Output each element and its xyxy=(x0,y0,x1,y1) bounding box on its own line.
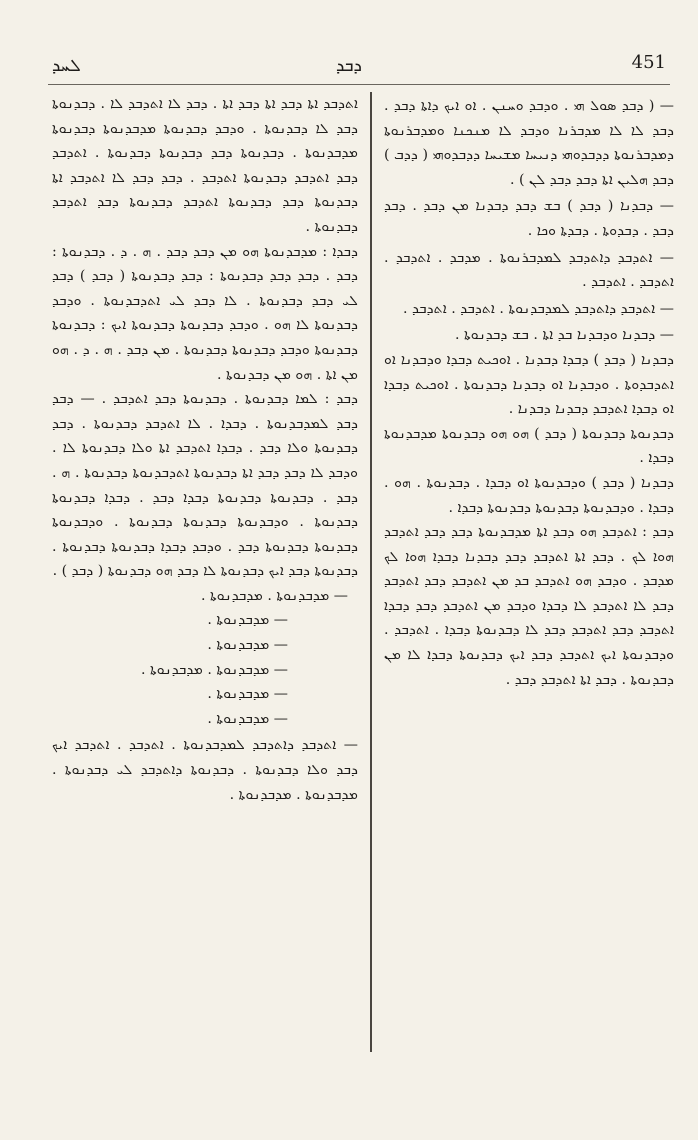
dictionary-entry: — ܡܕܒܕܢܘܬܐ . ܡܕܒܕܢܘܬܐ . xyxy=(200,587,348,604)
header-center-word: ܕܒܕ xyxy=(336,56,362,76)
dictionary-entry: — ܐܬܕܒܕ ܕܐܬܕܒܕ ܠܡܕܒܕܢܘܬܐ . ܐܬܕܒܕ . ܐܬܕܒܕ ܐܝܟ ܕܒܕ ܘܠܐ ܕܒܕܢܘܬܐ . ܕܒܕܢܘܬܐ ܕܐܬܕܒܕ ܠܝ ܕܒܕܢܘܬܐ . ܡܕܒܕܢܘܬܐ . ܡܕܒܕܢܘܬܐ . xyxy=(52,737,358,803)
header-rule xyxy=(48,84,670,85)
right-column xyxy=(384,92,674,692)
dictionary-entry: — ܡܕܒܕܢܘܬܐ . xyxy=(207,686,288,703)
left-column xyxy=(52,92,358,807)
dictionary-entry: — ( ܕܒܕ ܣܘܠ ܗܝ . ܘܕܒܕ ܘܚܢܢ . ܐܘ ܐܝܟ ܕܐܬܐ ܕܒܕ . ܕܒܕ ܠܐ ܠܐ ܡܕܒܪܢܐ ܘܕܒܕ ܠܐ ܡܢܟܢܐ ܘܡܕܒܪܢܘܬܐ ܕܡܕܒܪܢܘܬܐ ܕܕܒܕܘܗܝ ܕܢܝܚܐ ܡܫܝܚܐ ܕܕܒܕܘܗܝ ( ܕܕܒ ) ܕܒܕ ܗܠܝܢ ܐܬܐ ܕܒܕ ܕܒܕ ܠܢ ) . xyxy=(384,98,674,188)
dictionary-entry: — ܡܕܒܕܢܘܬܐ . xyxy=(207,710,288,727)
dictionary-entry: ܕܒܕ : ܐܬܕܒܕ ܗܘ ܕܒܕ ܐܬܐ ܡܕܒܕܢܘܬܐ ܕܒܕ ܕܒܕ ܐܬܕܒܕ ܗܘܐ ܠܟ . ܕܒܕ ܐܬܐ ܐܬܕܒܕ ܕܒܕ ܕܒܕܢܐ ܕܒܕܐ ܗܘܐ ܠܟ ܡܕܒܕ . ܘܕܒܕ ܗܘ ܐܬܕܒܕ ܒܕ ܡܢ ܐܬܕܒܕ ܕܒܕ ܐܬܕܒܕ ܕܒܕ ܠܐ ܐܬܕܒܕ ܠܐ ܕܒܕܐ ܘܕܒܕ ܡܢ ܐܬܕܒܕ ܕܒܕ ܕܒܕܐ ܐܬܕܒܕ ܕܒܕ ܐܬܕܒܕ ܕܒܕ ܠܐ ܕܒܕܢܘܬܐ ܕܒܕܐ . ܐܬܕܒܕ . ܘܕܒܕܢܘܬܐ ܐܝܟ ܐܬܕܒܕ ܕܒܕ ܐܝܟ ܕܒܕܢܘܬܐ ܕܒܕܐ ܠܐ ܡܢ ܕܒܕܢܘܬܐ . ܕܒܕ ܐܬܐ ܐܬܕܒܕ ܕܒܕ . xyxy=(384,524,674,688)
dictionary-entry: ܕܒܕܢܐ ( ܕܒܕ ) ܘܕܒܕܢܘܬܐ ܐܘ ܕܒܕܐ . ܕܒܕܢܘܬܐ . ܗܘ . ܕܒܕܐ . ܘܕܒܕܢܘܬܐ ܕܒܕܢܘܬܐ ܕܒܕܢܘܬܐ ܕܒܕܐ . xyxy=(384,474,674,516)
header-left-word: ܠܚܕ xyxy=(52,56,81,76)
dictionary-entry: — ܡܕܒܕܢܘܬܐ . ܡܕܒܕܢܘܬܐ . xyxy=(140,661,288,678)
page-number: 451 xyxy=(631,52,666,73)
dictionary-entry: ܕܒܕܢܘܬܐ ܕܒܕܢܘܬܐ ( ܕܒܕ ) ܗܘ ܗܘ ܕܒܕܢܘܬܐ ܡܕܒܕܢܘܬܐ ܕܒܕܐ . xyxy=(384,425,674,467)
dictionary-entry: — ܐܬܕܒܕ ܕܐܬܕܒܕ ܠܡܕܒܪܢܘܬܐ . ܡܕܒܕ . ܐܬܕܒܕ . ܐܬܕܒܕ . ܐܬܕܒܕ . xyxy=(384,249,674,291)
running-header xyxy=(0,52,698,82)
column-divider xyxy=(370,92,372,1052)
dictionary-entry: — ܕܒܕܢܐ ܘܕܒܕܢܐ ܒܕ ܐܬܐ . ܒܫ ܕܒܕܢܘܬܐ . xyxy=(454,327,674,344)
dictionary-entry: ܕܒܕ : ܠܡܐ ܕܒܕܢܘܬܐ . ܕܒܕܢܘܬܐ ܕܒܕ ܐܬܕܒܕ . — ܕܒܕ ܕܒܕ ܠܡܕܒܕܢܘܬܐ . ܕܒܕܐ . ܠܐ ܐܬܕܒܕ ܕܒܕܢܘܬܐ . ܕܒܕ ܕܒܕܢܘܬܐ ܘܠܐ ܕܒܕ . ܕܒܕܐ ܐܬܕܒܕ ܐܬܐ ܘܠܐ ܕܒܕܢܘܬܐ ܠܐ . ܘܕܒܕ ܠܐ ܕܒܕ ܕܒܕ ܐܬܐ ܕܒܕܢܘܬܐ ܐܬܕܒܕܢܘܬܐ ܕܒܕܢܘܬܐ . ܗ . ܕܒܕ . ܕܒܕܢܘܬܐ ܕܒܕܢܘܬܐ ܕܒܕܐ ܕܒܕ . ܕܒܕܐ ܕܒܕܢܘܬܐ ܕܒܕܢܘܬܐ . ܘܕܒܕܢܘܬܐ ܕܒܕܢܘܬܐ ܕܒܕܢܘܬܐ . ܘܕܒܕܢܘܬܐ ܕܒܕܢܘܬܐ ܕܒܕܢܘܬܐ ܕܒܕ . ܘܕܒܕ ܕܒܕܐ ܕܒܕܢܘܬܐ ܕܒܕܢܘܬܐ . ܕܒܕܢܘܬܐ ܕܒܕ ܐܝܟ ܕܒܕܢܘܬܐ ܠܐ ܕܒܕ ܗܘ ܕܒܕܢܘܬܐ ( ܕܒܕ ) . xyxy=(52,391,358,580)
dictionary-entry: — ܐܬܕܒܕ ܕܐܬܕܒܕ ܠܡܕܒܕܢܘܬܐ . ܐܬܕܒܕ . ܐܬܕܒܕ . xyxy=(403,300,674,317)
dictionary-entry: ܐܬܕܒܕ ܐܬܐ ܕܒܕ ܐܬܐ ܕܒܕ ܐܬܐ . ܕܒܕ ܠܐ ܐܬܕܒܕ ܠܐ . ܕܒܕܢܘܬܐ ܕܒܕ ܠܐ ܕܒܕܢܘܬܐ . ܘܕܒܕ ܕܒܕܢܘܬܐ ܡܕܒܕܢܘܬܐ ܕܒܕܢܘܬܐ ܡܕܒܕܢܘܬܐ . ܕܒܕܢܘܬܐ ܕܒܕ ܕܒܕܢܘܬܐ ܕܒܕܢܘܬܐ . ܐܬܕܒܕ ܕܒܕ ܐܬܕܒܕ ܕܒܕܢܘܬܐ ܐܬܕܒܕ . ܕܒܕ ܕܒܕ ܠܐ ܐܬܕܒܕ ܐܬܐ ܕܒܕܢܘܬܐ ܕܒܕ ܕܒܕܢܘܬܐ ܐܬܕܒܕ ܕܒܕܢܘܬܐ ܕܒܕ ܐܬܕܒܕ ܕܒܕܢܘܬܐ . xyxy=(52,96,358,235)
dictionary-entry: — ܡܕܒܕܢܘܬܐ . xyxy=(207,637,288,654)
dictionary-entry: ܕܒܕܢܐ ( ܕܒܕ ) ܕܒܕܐ ܕܒܕܢܐ . ܐܘܟܝܬ ܕܒܕܐ ܘܕܒܕܢܐ ܐܘ ܐܬܕܒܕܘܬܐ . ܘܕܒܕܢܐ ܐܘ ܕܒܕܢܐ ܕܒܕܢܘܬܐ . ܐܘܟܝܬ ܕܒܕܐ ܐܘ ܕܒܕܐ ܐܬܕܒܕ ܕܒܕܢܐ ܕܒܕܢܐ . xyxy=(384,351,674,418)
dictionary-entry: — ܡܕܒܕܢܘܬܐ . xyxy=(207,612,288,629)
dictionary-entry: — ܕܒܕܢܐ ( ܕܒܕ ) ܒܫ ܕܒܕ ܕܒܕܢܐ ܡܢ ܕܒܕ . ܕܒܕ ܕܒܕ . ܕܒܕܘܬܐ . ܕܒܕܬܐ ܘܟܐ . xyxy=(384,198,674,239)
dictionary-entry: ܕܒܕܐ : ܡܕܒܕܢܘܬܐ ܗܘ ܡܢ ܕܒܕ ܕܒܕ . ܗ . ܕ . ܕܒܕܢܘܬܐ : ܕܒܕ . ܕܒܕ ܕܒܕ ܕܒܕܢܘܬܐ : ܕܒܕ ܕܒܕܢܘܬܐ ( ܕܒܕ ) ܕܒܕ ܠܝ ܕܒܕ ܕܒܕܢܘܬܐ . ܠܐ ܕܒܕ ܠܝ ܐܬܕܒܕܢܘܬܐ . ܘܕܒܕ ܕܒܕܢܘܬܐ ܠܐ ܗܘ . ܘܕܒܕ ܕܒܕܢܘܬܐ ܕܒܕܢܘܬܐ ܐܝܟ : ܕܒܕܢܘܬܐ ܕܒܕܢܘܬܐ ܘܕܒܕ ܕܒܕܢܘܬܐ ܕܒܕܢܘܬܐ . ܡܢ ܕܒܕ . ܗ . ܕ . ܗܘ ܡܢ ܐܬܐ . ܗܘ ܡܢ ܕܒܕܢܘܬܐ . xyxy=(52,243,358,383)
